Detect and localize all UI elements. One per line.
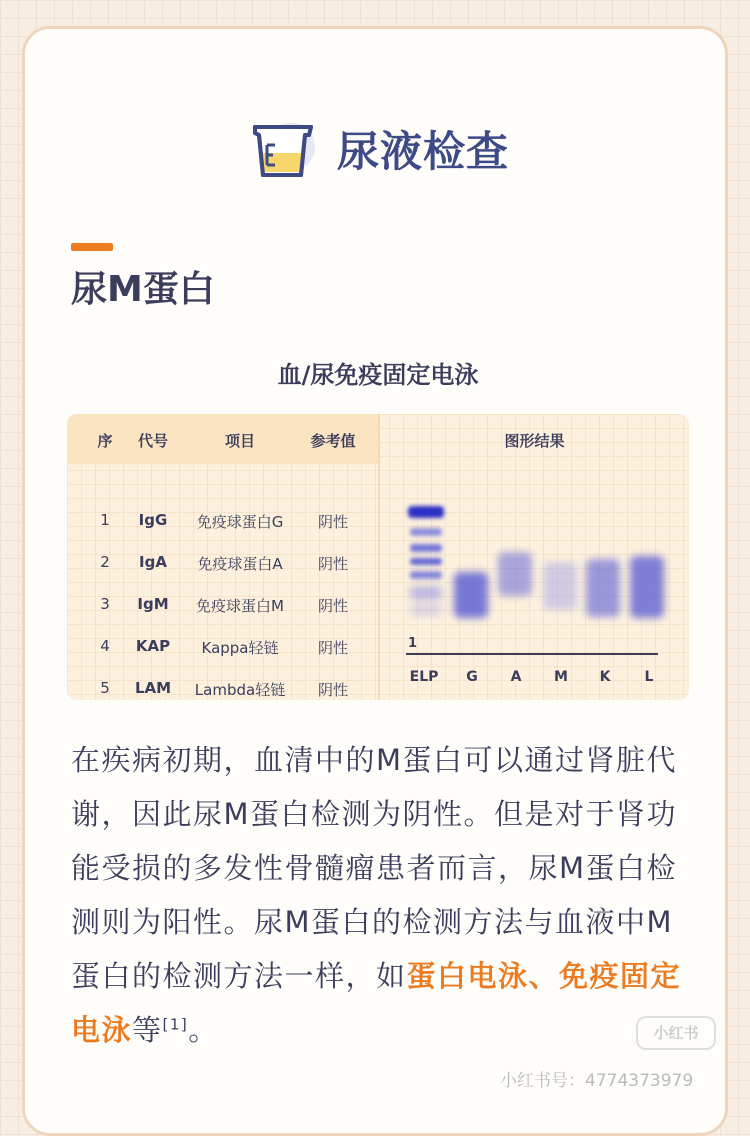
lane-label-m: M <box>554 669 568 685</box>
figure-panel <box>67 414 689 700</box>
row-2-item: 免疫球蛋白A <box>197 555 283 573</box>
lane-marker: 1 <box>408 636 418 651</box>
lane-label-elp: ELP <box>409 669 439 685</box>
header-reference: 参考值 <box>310 432 356 450</box>
watermark-id: 小红书号：4774373979 <box>500 1071 694 1091</box>
body-text-main: 在疾病初期，血清中的M蛋白可以通过肾脏代谢，因此尿M蛋白检测为阴性。但是对于肾功能受损的多发性骨髓瘤患者而言，尿M蛋白检测则为阳性。尿M蛋白的检测方法与血液中M蛋白的检测方法一样，如 <box>71 743 678 993</box>
body-text-end: 。 <box>188 1013 219 1047</box>
lane-g <box>454 572 488 618</box>
row-1-index: 1 <box>100 511 110 529</box>
row-4-item: Kappa轻链 <box>201 639 279 657</box>
row-4-reference: 阴性 <box>317 639 348 657</box>
lane-l <box>630 556 664 618</box>
lane-a <box>498 552 532 596</box>
section-title: 尿M蛋白 <box>71 269 215 310</box>
row-5-reference: 阴性 <box>317 681 348 699</box>
row-2-reference: 阴性 <box>317 555 348 573</box>
lane-m <box>543 562 577 610</box>
header-item: 项目 <box>224 432 255 450</box>
page-title: 尿液检查 <box>336 127 509 176</box>
lane-k <box>586 559 620 617</box>
beaker-icon <box>247 117 327 181</box>
row-3-index: 3 <box>100 595 110 613</box>
lane-label-l: L <box>644 669 654 685</box>
header-index: 序 <box>97 432 113 450</box>
row-1-reference: 阴性 <box>317 513 348 531</box>
row-4-code: KAP <box>135 637 171 655</box>
electrophoresis-gel <box>380 464 689 700</box>
row-5-code: LAM <box>134 679 172 697</box>
row-4-index: 4 <box>100 637 110 655</box>
row-3-code: IgM <box>137 595 169 613</box>
row-2-code: IgA <box>139 553 167 571</box>
row-3-item: 免疫球蛋白M <box>196 597 284 615</box>
row-5-index: 5 <box>100 679 110 697</box>
row-5-item: Lambda轻链 <box>194 681 286 699</box>
row-1-code: IgG <box>138 511 168 529</box>
row-1-item: 免疫球蛋白G <box>196 513 284 531</box>
body-text-tail: 等 <box>132 1013 163 1047</box>
citation-ref[interactable]: [1] <box>162 1015 189 1034</box>
watermark-logo: 小红书 <box>636 1016 716 1050</box>
graph-title: 图形结果 <box>504 432 565 450</box>
row-3-reference: 阴性 <box>317 597 348 615</box>
lane-label-g: G <box>466 669 478 685</box>
body-paragraph <box>71 733 691 1057</box>
content-card <box>22 26 728 1136</box>
figure-title: 血/尿免疫固定电泳 <box>277 361 479 389</box>
header-code: 代号 <box>137 432 168 450</box>
page-header <box>25 109 731 189</box>
lane-label-a: A <box>510 669 522 685</box>
row-2-index: 2 <box>100 553 110 571</box>
lane-label-k: K <box>599 669 611 685</box>
section-accent-bar <box>71 243 113 251</box>
lane-elp <box>408 506 444 616</box>
body-highlight: 蛋白电泳、免疫固定电泳 <box>71 959 682 1047</box>
